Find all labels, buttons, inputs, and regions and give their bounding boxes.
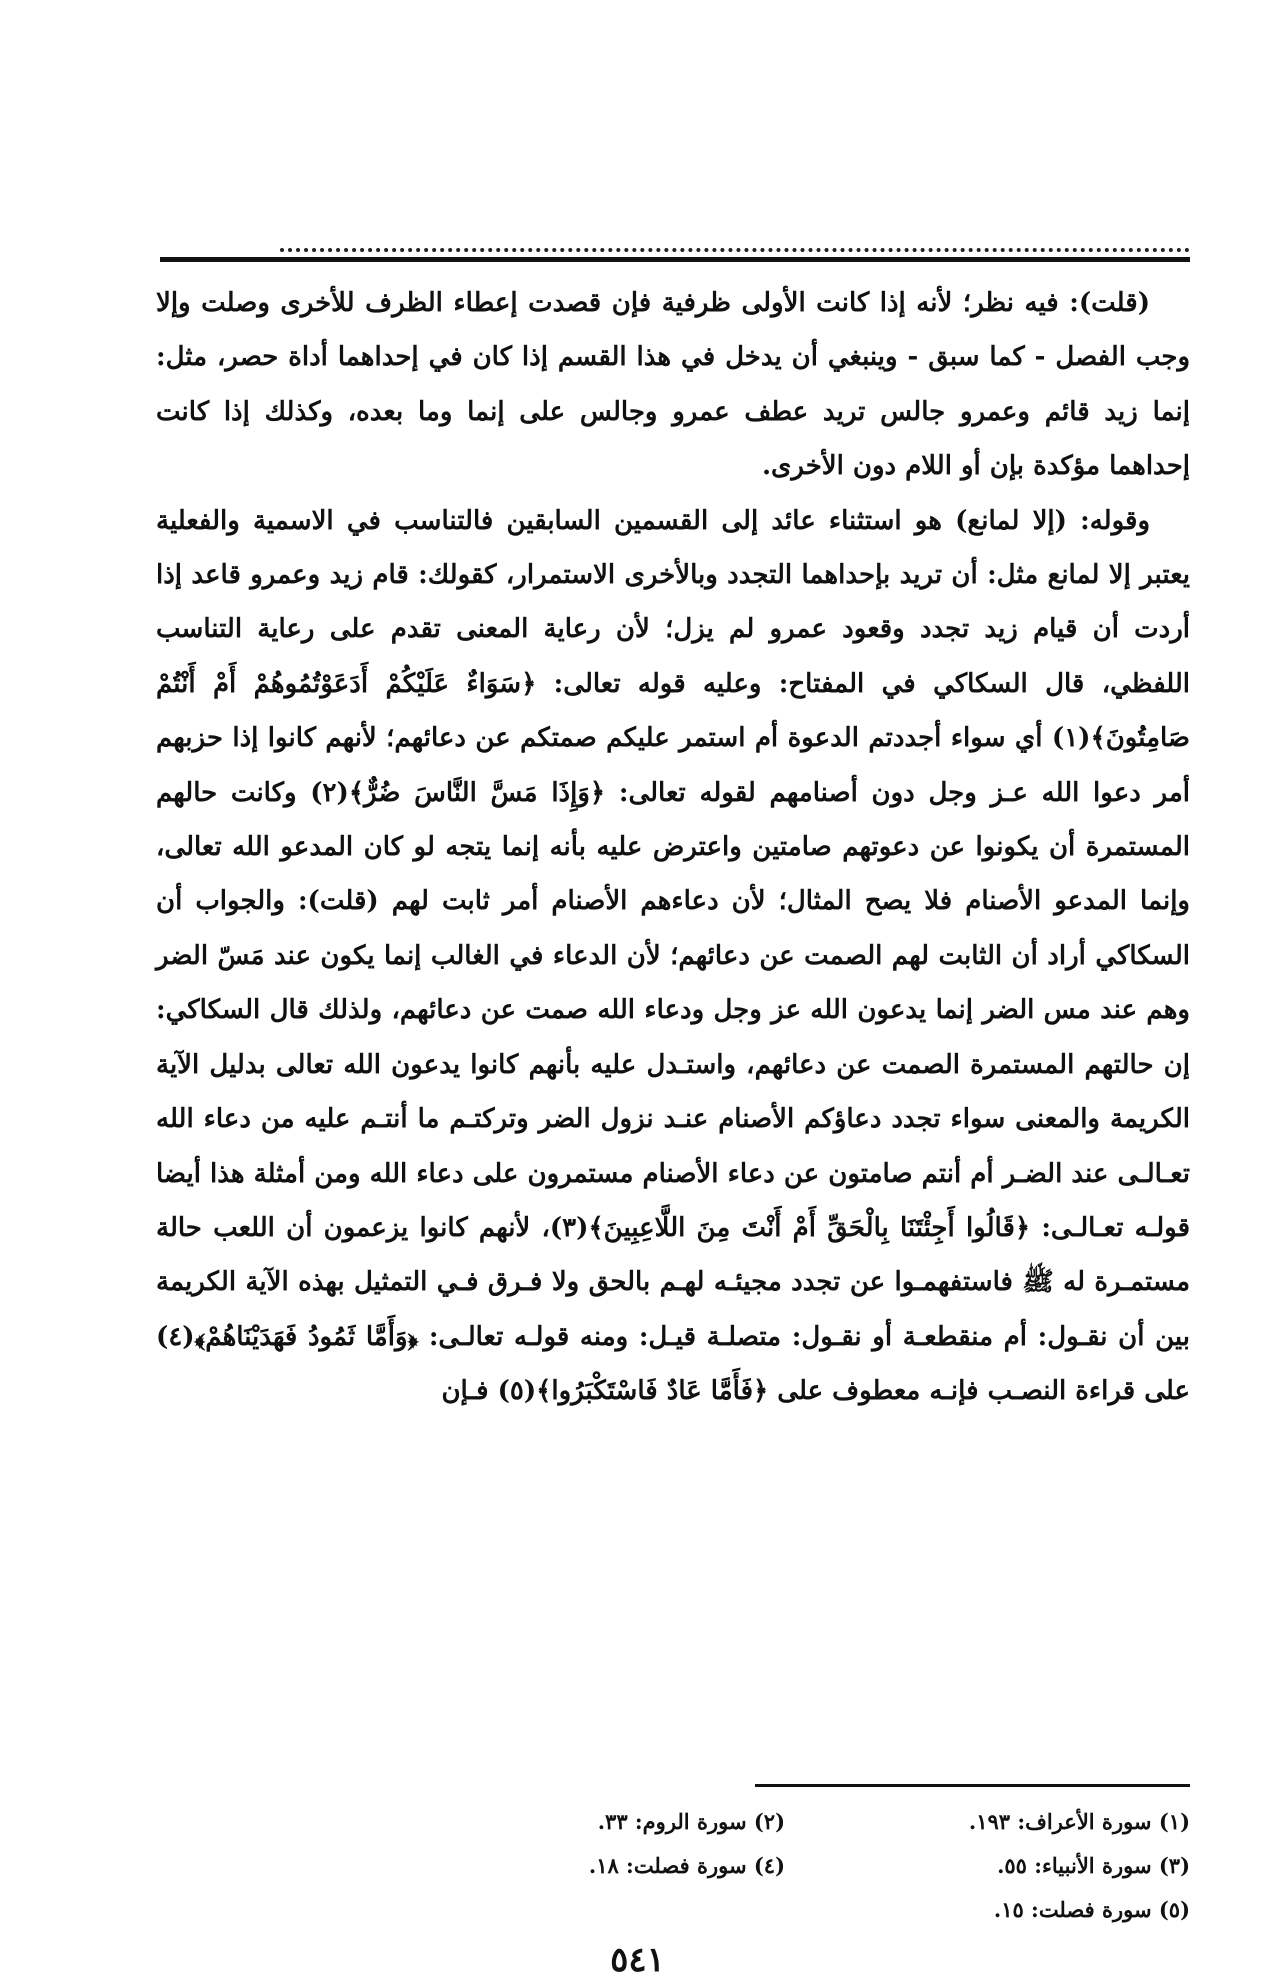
paragraph: وقوله: (إلا لمانع) هو استثناء عائد إلى القسمين السابقين فالتناسب في الاسمية والفعلية يعتبر إلا لمانع مثل: أن تريد بإحداهما التجدد وبالأخرى الاستمرار، كقولك: قام زيد وعمرو قاعد إذا أردت أن قيام زيد تجدد وقعود عمرو لم يزل؛ لأن رعاية المعنى تقدم على رعاية التناسب اللفظي، قال السكاكي في المفتاح: وعليه قوله تعالى: ﴿سَوَاءٌ عَلَيْكُمْ أَدَعَوْتُمُوهُمْ أَمْ أَنْتُمْ صَامِتُونَ﴾(١) أي سواء أجددتم الدعوة أم استمر عليكم صمتكم عن دعائهم؛ لأنهم كانوا إذا حزبهم أمر دعوا الله عـز وجل دون أصنامهم لقوله تعالى: ﴿وَإِذَا مَسَّ النَّاسَ ضُرٌّ﴾(٢) وكانت حالهم المستمرة أن يكونوا عن دعوتهم صامتين واعترض عليه بأنه إنما يتجه لو كان المدعو الله تعالى، وإنما المدعو الأصنام فلا يصح المثال؛ لأن دعاءهم الأصنام أمر ثابت لهم (قلت): والجواب أن السكاكي أراد أن الثابت لهم الصمت عن دعائهم؛ لأن الدعاء في الغالب إنما يكون عند مَسّ الضر وهم عند مس الضر إنما يدعون الله عز وجل ودعاء الله صمت عن دعائهم، ولذلك قال السكاكي: إن حالتهم المستمرة الصمت عن دعائهم، واستـدل عليه بأنهم كانوا يدعون الله تعالى بدليل الآية الكريمة والمعنى سواء تجدد دعاؤكم الأصنام عنـد نزول الضر وتركتـم ما أنتـم عليه من دعاء الله تعـالـى عند الضـر أم أنتم صامتون عن دعاء الأصنام مستمرون على دعاء الله ومن أمثلة هذا أيضا قولـه تعـالـى: ﴿قَالُوا أَجِئْتَنَا بِالْحَقِّ أَمْ أَنْتَ مِنَ اللَّاعِبِينَ﴾(٣)، لأنهم كانوا يزعمون أن اللعب حالة مستمـرة له ﷺ فاستفهمـوا عن تجدد مجيئـه لهـم بالحق ولا فـرق فـي التمثيل بهذه الآية الكريمة بين أن نقـول: أم منقطعـة أو نقـول: متصلـة قيـل: ومنه قولـه تعالـى: ﴿وَأَمَّا ثَمُودُ فَهَدَيْنَاهُمْ﴾(٤) على قراءة النصـب فإنـه معطوف على ﴿فَأَمَّا عَادٌ فَاسْتَكْبَرُوا﴾(٥) فـإن — [156, 505, 1190, 1407]
paragraph: (قلت): فيه نظر؛ لأنه إذا كانت الأولى ظرفية فإن قصدت إعطاء الظرف للأخرى وصلت وإلا وجب الفصل - كما سبق - وينبغي أن يدخل في هذا القسم إذا كان في إحداهما أداة حصر، مثل: إنما زيد قائم وعمرو جالس تريد عطف عمرو وجالس على إنما وما بعده، وكذلك إذا كانت إحداهما مؤكدة بإن أو اللام دون الأخرى. — [156, 288, 1190, 482]
header-solid-line — [160, 257, 1190, 262]
footnotes — [380, 1800, 1190, 1932]
footnote-row — [380, 1844, 1190, 1888]
footnote: (١) سورة الأعراف: ١٩٣. — [968, 1809, 1190, 1834]
footnote: (٥) سورة فصلت: ١٥. — [993, 1897, 1190, 1922]
footnote — [380, 1888, 785, 1932]
main-text — [156, 276, 1190, 1419]
footnote-row — [380, 1888, 1190, 1932]
page-number: ٥٤١ — [610, 1940, 665, 1980]
header-dotted-line — [280, 248, 1190, 256]
footnote: (٣) سورة الأنبياء: ٥٥. — [997, 1853, 1190, 1878]
footnote-separator — [755, 1784, 1190, 1787]
header-rule — [160, 248, 1190, 264]
footnote-row — [380, 1800, 1190, 1844]
footnote: (٢) سورة الروم: ٣٣. — [597, 1809, 785, 1834]
footnote: (٤) سورة فصلت: ١٨. — [588, 1853, 785, 1878]
